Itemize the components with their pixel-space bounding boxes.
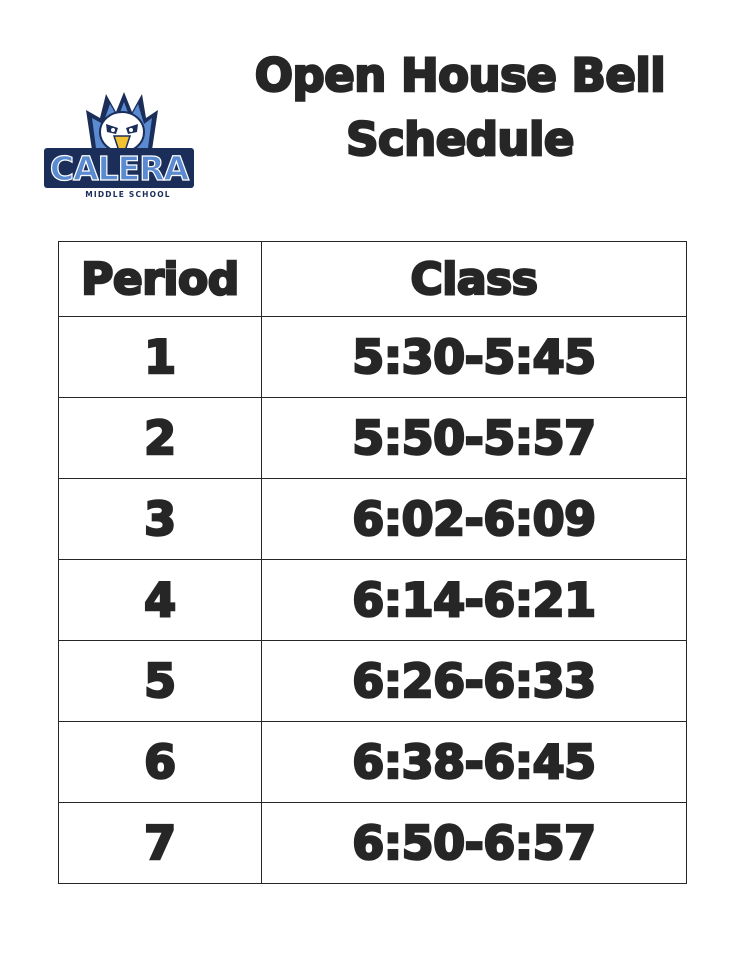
time-cell: 6:02-6:09 [261, 479, 686, 560]
table-row [59, 641, 687, 722]
time-cell: 5:50-5:57 [261, 398, 686, 479]
table-row [59, 398, 687, 479]
calera-logo [40, 88, 200, 203]
period-cell: 4 [59, 560, 262, 641]
table-row [59, 803, 687, 884]
period-cell: 1 [59, 317, 262, 398]
period-cell: 7 [59, 803, 262, 884]
table-row [59, 722, 687, 803]
period-cell: 3 [59, 479, 262, 560]
table-header-row [59, 242, 687, 317]
bell-schedule-table [58, 241, 687, 884]
svg-text:CALERA: CALERA [49, 149, 189, 188]
title-line-1: Open House Bell [254, 49, 666, 102]
time-cell: 6:26-6:33 [261, 641, 686, 722]
time-cell: 6:38-6:45 [261, 722, 686, 803]
svg-text:MIDDLE SCHOOL: MIDDLE SCHOOL [85, 190, 171, 199]
title-line-2: Schedule [346, 113, 574, 166]
period-cell: 5 [59, 641, 262, 722]
time-cell: 6:14-6:21 [261, 560, 686, 641]
time-cell: 6:50-6:57 [261, 803, 686, 884]
period-column-header: Period [59, 242, 262, 317]
page-title [225, 44, 695, 172]
eagle-mascot-icon [40, 88, 200, 203]
table-row [59, 560, 687, 641]
table-row [59, 317, 687, 398]
table-row [59, 479, 687, 560]
class-column-header: Class [261, 242, 686, 317]
period-cell: 2 [59, 398, 262, 479]
time-cell: 5:30-5:45 [261, 317, 686, 398]
period-cell: 6 [59, 722, 262, 803]
